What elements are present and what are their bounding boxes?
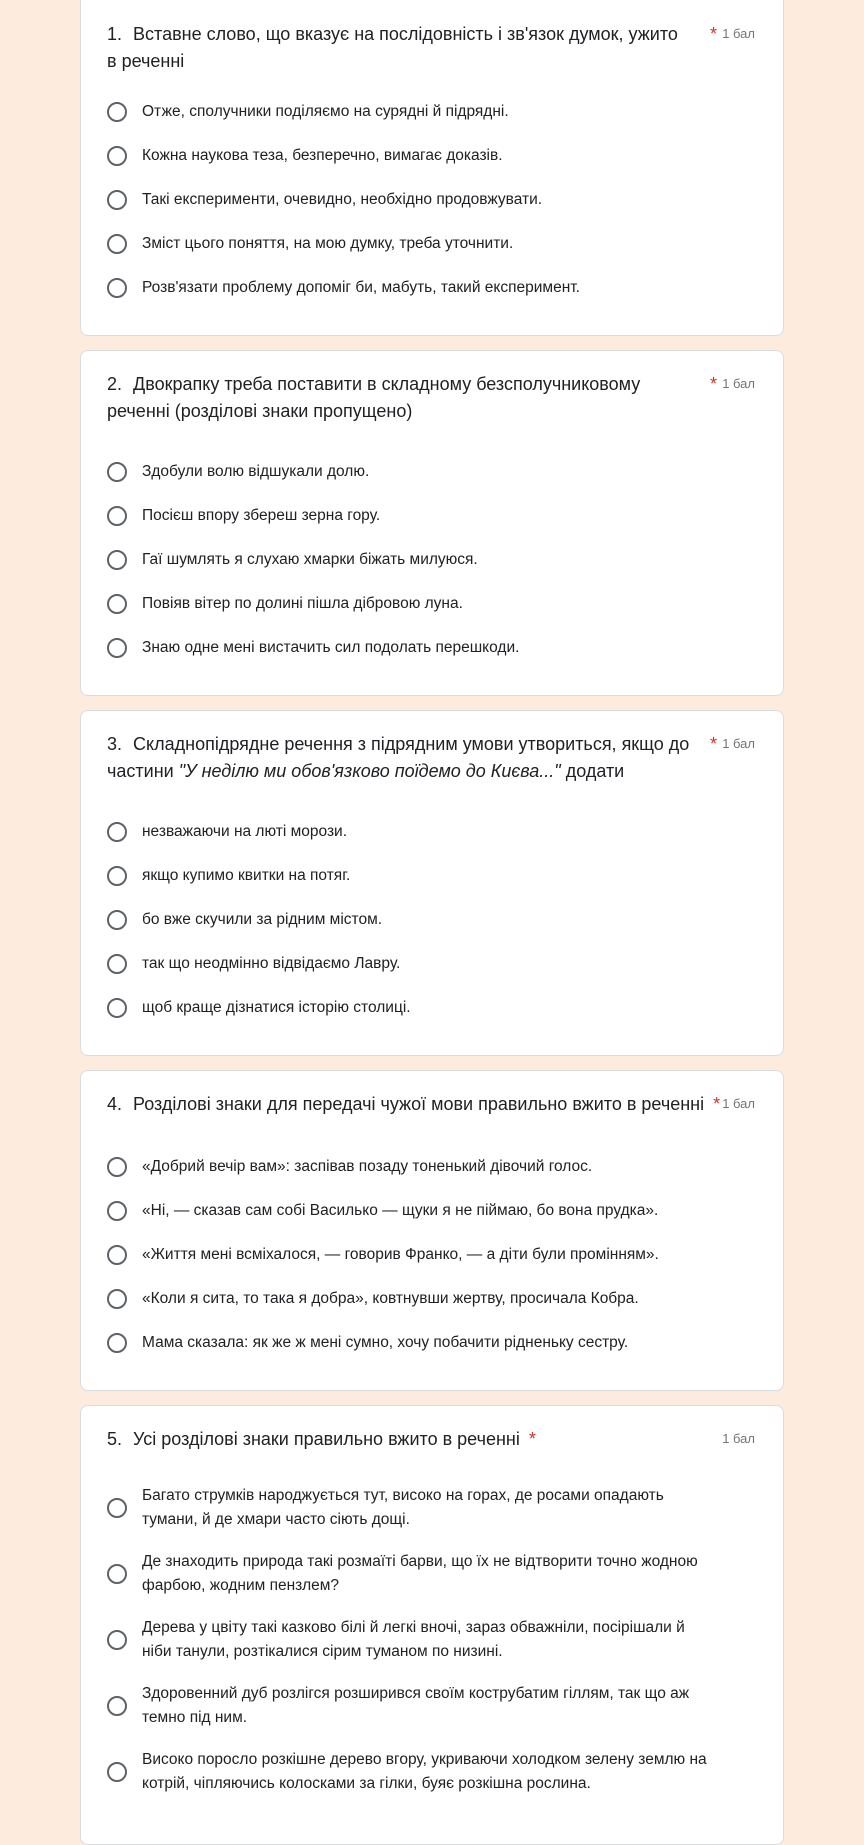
radio-button[interactable]: [107, 102, 127, 122]
question-text: Вставне слово, що вказує на послідовність і зв'язок думок, ужито в реченні: [107, 24, 678, 71]
option[interactable]: [107, 1550, 757, 1598]
question-number: 4.: [107, 1094, 123, 1114]
option-label: [142, 1484, 664, 1532]
question-text-end: додати: [560, 761, 625, 781]
option[interactable]: [107, 1748, 757, 1796]
question-text: Розділові знаки для передачі чужої мови правильно вжито в реченні: [133, 1094, 705, 1114]
option-label: [142, 1748, 707, 1796]
points-label: 1 бал: [722, 736, 755, 751]
option-label: щоб краще дізнатися історію столиці.: [142, 999, 411, 1016]
required-asterisk: *: [709, 24, 717, 44]
option-line: Здоровенний дуб розлігся розширився своїм кострубатим гіллям, так що аж: [142, 1685, 690, 1702]
radio-button[interactable]: [107, 190, 127, 210]
option[interactable]: [107, 1199, 757, 1223]
option-label: Розв'язати проблему допоміг би, мабуть, такий експеримент.: [142, 279, 580, 296]
question-card-1: [80, 0, 784, 336]
option[interactable]: [107, 232, 757, 256]
option[interactable]: [107, 592, 757, 616]
option[interactable]: [107, 908, 757, 932]
option-label: Кожна наукова теза, безперечно, вимагає доказів.: [142, 147, 503, 164]
points-label: 1 бал: [722, 1431, 755, 1446]
radio-button[interactable]: [107, 638, 127, 658]
radio-button[interactable]: [107, 866, 127, 886]
option-line: Багато струмків народжується тут, високо на горах, де росами опадають: [142, 1487, 664, 1504]
option-label: Повіяв вітер по долині пішла дібровою луна.: [142, 595, 463, 612]
option[interactable]: [107, 996, 757, 1020]
option-label: незважаючи на люті морози.: [142, 823, 348, 840]
radio-button[interactable]: [107, 1289, 127, 1309]
option[interactable]: [107, 1331, 757, 1355]
question-number: 1.: [107, 24, 123, 44]
option-label: Мама сказала: як же ж мені сумно, хочу побачити рідненьку сестру.: [142, 1334, 629, 1351]
question-title: [107, 731, 697, 785]
question-card-3: [80, 710, 784, 1056]
option-label: Здобули волю відшукали долю.: [142, 463, 370, 480]
option[interactable]: [107, 1243, 757, 1267]
question-title: [107, 1426, 707, 1453]
question-title: [107, 1091, 727, 1118]
radio-button[interactable]: [107, 1630, 127, 1650]
question-card-4: [80, 1070, 784, 1391]
points-label: 1 бал: [722, 1096, 755, 1111]
required-asterisk: *: [528, 1429, 536, 1449]
option-label: якщо купимо квитки на потяг.: [142, 867, 351, 884]
radio-button[interactable]: [107, 462, 127, 482]
option[interactable]: [107, 636, 757, 660]
radio-button[interactable]: [107, 234, 127, 254]
radio-button[interactable]: [107, 506, 127, 526]
option-label: Гаї шумлять я слухаю хмарки біжать милуюся.: [142, 551, 478, 568]
option-label: «Життя мені всміхалося, — говорив Франко, — а діти були промінням».: [142, 1246, 659, 1263]
radio-button[interactable]: [107, 910, 127, 930]
radio-button[interactable]: [107, 1157, 127, 1177]
question-number: 2.: [107, 374, 123, 394]
radio-button[interactable]: [107, 1696, 127, 1716]
points-label: 1 бал: [722, 26, 755, 41]
option-label: «Добрий вечір вам»: заспівав позаду тоненький дівочий голос.: [142, 1158, 593, 1175]
radio-button[interactable]: [107, 954, 127, 974]
question-title: [107, 21, 687, 75]
option-label: «Коли я сита, то така я добра», ковтнувши жертву, просичала Кобра.: [142, 1290, 639, 1307]
option-line: Де знаходить природа такі розмаїті барви, що їх не відтворити точно жодною: [142, 1553, 698, 1570]
option-line: Дерева у цвіту такі казково білі й легкі вночі, зараз обважніли, посірішали й: [142, 1619, 685, 1636]
option-line: ніби танули, розтікалися сірим туманом по низині.: [142, 1643, 503, 1660]
option[interactable]: [107, 144, 757, 168]
option[interactable]: [107, 1484, 757, 1532]
radio-button[interactable]: [107, 550, 127, 570]
option-label: [142, 1616, 685, 1664]
option-label: Такі експерименти, очевидно, необхідно продовжувати.: [142, 191, 543, 208]
option-label: Посієш впору збереш зерна гору.: [142, 507, 381, 524]
question-number: 5.: [107, 1429, 123, 1449]
option-label: [142, 1550, 698, 1598]
question-text-start: Складнопідрядне речення з підрядним умови утвориться, якщо до частини: [107, 734, 690, 781]
option-line: котрій, чіпляючись колосками за гілки, буяє розкішна рослина.: [142, 1775, 591, 1792]
option[interactable]: [107, 460, 757, 484]
option[interactable]: [107, 864, 757, 888]
question-number: 3.: [107, 734, 123, 754]
option[interactable]: [107, 100, 757, 124]
radio-button[interactable]: [107, 998, 127, 1018]
option-label: «Ні, — сказав сам собі Василько — щуки я не піймаю, бо вона прудка».: [142, 1202, 659, 1219]
option[interactable]: [107, 548, 757, 572]
radio-button[interactable]: [107, 1498, 127, 1518]
option-line: темно під ним.: [142, 1709, 248, 1726]
question-title: [107, 371, 667, 425]
option-label: [142, 1682, 689, 1730]
option-label: так що неодмінно відвідаємо Лавру.: [142, 955, 401, 972]
radio-button[interactable]: [107, 1762, 127, 1782]
question-card-5: [80, 1405, 784, 1845]
option-label: Отже, сполучники поділяємо на сурядні й підрядні.: [142, 103, 509, 120]
option[interactable]: [107, 188, 757, 212]
question-card-2: [80, 350, 784, 696]
question-text: Двокрапку треба поставити в складному безсполучниковому реченні (розділові знаки пропущено): [107, 374, 641, 421]
question-quote: "У неділю ми обов'язково поїдемо до Києва...": [178, 761, 561, 781]
option-label: Знаю одне мені вистачить сил подолать перешкоди.: [142, 639, 520, 656]
option[interactable]: [107, 1616, 757, 1664]
radio-button[interactable]: [107, 1201, 127, 1221]
required-asterisk: *: [709, 734, 717, 754]
option-line: тумани, й де хмари часто сіють дощі.: [142, 1511, 410, 1528]
radio-button[interactable]: [107, 1245, 127, 1265]
question-text: Усі розділові знаки правильно вжито в реченні: [133, 1429, 520, 1449]
option[interactable]: [107, 1682, 757, 1730]
option[interactable]: [107, 504, 757, 528]
option-line: Високо поросло розкішне дерево вгору, укриваючи холодком зелену землю на: [142, 1751, 707, 1768]
option[interactable]: [107, 952, 757, 976]
points-label: 1 бал: [722, 376, 755, 391]
radio-button[interactable]: [107, 278, 127, 298]
radio-button[interactable]: [107, 1333, 127, 1353]
radio-button[interactable]: [107, 594, 127, 614]
required-asterisk: *: [713, 1094, 721, 1114]
option[interactable]: [107, 276, 757, 300]
option-label: Зміст цього поняття, на мою думку, треба уточнити.: [142, 235, 514, 252]
option[interactable]: [107, 820, 757, 844]
option-line: фарбою, жодним пензлем?: [142, 1577, 340, 1594]
option-label: бо вже скучили за рідним містом.: [142, 911, 383, 928]
radio-button[interactable]: [107, 146, 127, 166]
radio-button[interactable]: [107, 1564, 127, 1584]
option[interactable]: [107, 1155, 757, 1179]
required-asterisk: *: [709, 374, 717, 394]
radio-button[interactable]: [107, 822, 127, 842]
option[interactable]: [107, 1287, 757, 1311]
